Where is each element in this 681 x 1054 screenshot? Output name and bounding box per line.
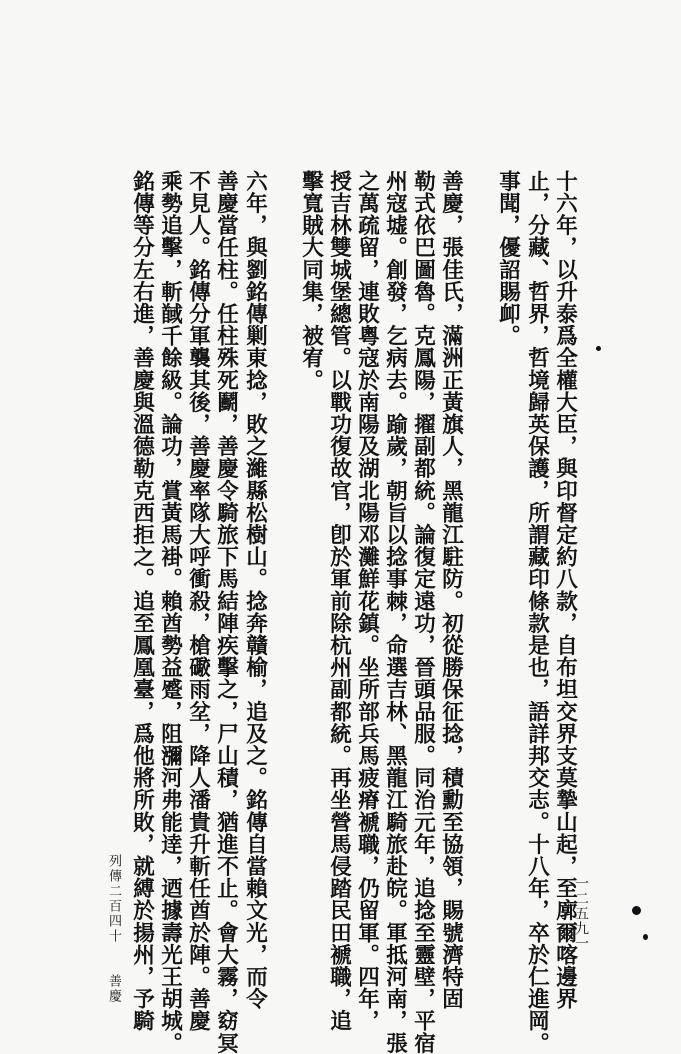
text-column-12: 不見人。銘傳分軍襲其後，善慶率隊大呼衝殺，槍礮雨坌，降人潘貴升斬任酋於陣。善慶 [185, 170, 211, 1032]
text-column-8: 授吉林雙城堡總管。以戰功復故官，卽於軍前除杭州副都統。再坐營馬侵踏民田褫職，追 [326, 170, 352, 1032]
text-column-13: 乘勢追擊，斬馘千餘級。論功，賞黃馬褂。賴酋勢益蹙，阻瀰河弗能逹，迺據壽光王胡城。 [157, 170, 183, 1054]
text-column-6: 州寇墟。創發，乞病去。踰歲，朝旨以捻事棘，命選吉林、黑龍江騎旅赴皖。軍抵河南，張 [382, 170, 408, 1054]
ink-speck [596, 346, 601, 351]
page-number: 一二五九一 [573, 876, 589, 951]
text-column-5: 勒式依巴圖魯。克鳳陽，擢副都統。論復定遠功，晉頭品服。同治元年，追捻至靈壁，平宿 [410, 170, 436, 1054]
text-column-14: 銘傳等分左右進，善慶與溫德勒克西拒之。追至鳳凰臺，爲他將所敗，就縛於揚州，予騎 [129, 170, 155, 1032]
footer-section-title: 列傳二百四十 善慶 [106, 854, 121, 1004]
text-column-9: 擊寬賊大同集，被宥。 [298, 170, 324, 391]
text-column-2: 止，分藏、哲界，哲境歸英保護，所謂藏印條款是也，語詳邦交志。十八年，卒於仁進岡。 [524, 170, 550, 1054]
text-column-3: 事聞，優詔賜卹。 [495, 170, 521, 347]
text-column-7: 之萬疏留，連敗粵寇於南陽及湖北陽邓灘鮮花鎮。坐所部兵馬疲瘠褫職，仍留軍。四年， [354, 170, 380, 1032]
text-column-4: 善慶，張佳氏，滿洲正黃旗人，黑龍江駐防。初從勝保征捻，積勳至協領，賜號濟特固 [438, 170, 464, 1010]
ink-speck [643, 934, 648, 940]
text-column-1: 十六年，以升泰爲全權大臣，與印督定約八款，自布坦交界支莫摯山起，至廓爾喀邊界 [552, 170, 578, 1010]
text-column-10: 六年，與劉銘傳剿東捻，敗之濰縣松樹山。捻奔贛榆，追及之。銘傳自當賴文光，而令 [242, 170, 268, 1010]
text-column-11: 善慶當任柱。任柱殊死鬬，善慶令騎旅下馬結陣疾擊之，尸山積，猶進不止。會大霧，窈冥 [213, 170, 239, 1054]
ink-speck [632, 906, 641, 915]
footer-biography-name: 善慶 [106, 944, 121, 1004]
